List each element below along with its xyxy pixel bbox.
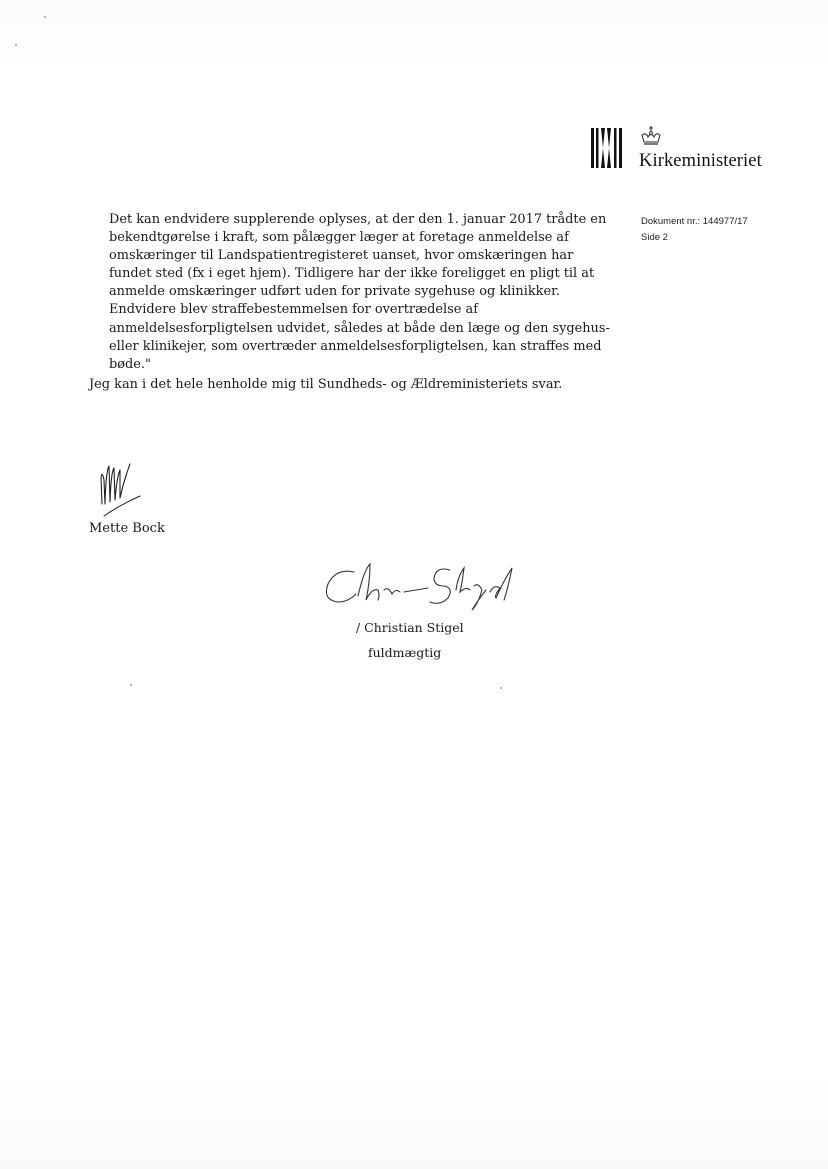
quote-line: eller klinikejer, som overtræder anmeldelsesforpligtelsen, kan straffes med (109, 338, 602, 354)
quote-line: anmeldelsesforpligtelsen udvidet, således at både den læge og den sygehus- (109, 320, 610, 336)
document-meta (641, 214, 748, 246)
quote-line: bekendtgørelse i kraft, som pålægger læger at foretage anmeldelse af (109, 230, 569, 246)
quote-line: bøde." (109, 356, 151, 372)
ministry-logo (590, 126, 770, 176)
crown-icon (640, 126, 662, 146)
quoted-paragraph (109, 211, 610, 374)
scan-speck (15, 44, 17, 46)
quote-line: fundet sted (fx i eget hjem). Tidligere har der ikke foreligget en pligt til at (109, 266, 595, 282)
ministry-emblem-icon (590, 128, 624, 168)
conclusion-paragraph: Jeg kan i det hele henholde mig til Sundheds- og Ældreministeriets svar. (89, 377, 563, 392)
page-number: Side 2 (641, 232, 668, 243)
scan-speck (44, 16, 46, 18)
quote-line: Det kan endvidere supplerende oplyses, at der den 1. januar 2017 trådte en (109, 212, 607, 227)
scan-speck (130, 684, 132, 686)
document-number: Dokument nr.: 144977/17 (641, 216, 748, 227)
minister-name: Mette Bock (89, 521, 165, 536)
quote-line: omskæringer til Landspatientregisteret uanset, hvor omskæringen har (109, 248, 574, 264)
official-title: fuldmægtig (368, 645, 442, 660)
scan-speck (500, 687, 502, 689)
quote-line: anmelde omskæringer udført uden for private sygehuse og klinikker. (109, 284, 560, 300)
minister-handwritten-signature (96, 458, 148, 520)
official-handwritten-signature (318, 560, 518, 612)
official-name: / Christian Stigel (356, 620, 464, 635)
ministry-name: Kirkeministeriet (639, 151, 762, 171)
quote-line: Endvidere blev straffebestemmelsen for overtrædelse af (109, 302, 478, 318)
